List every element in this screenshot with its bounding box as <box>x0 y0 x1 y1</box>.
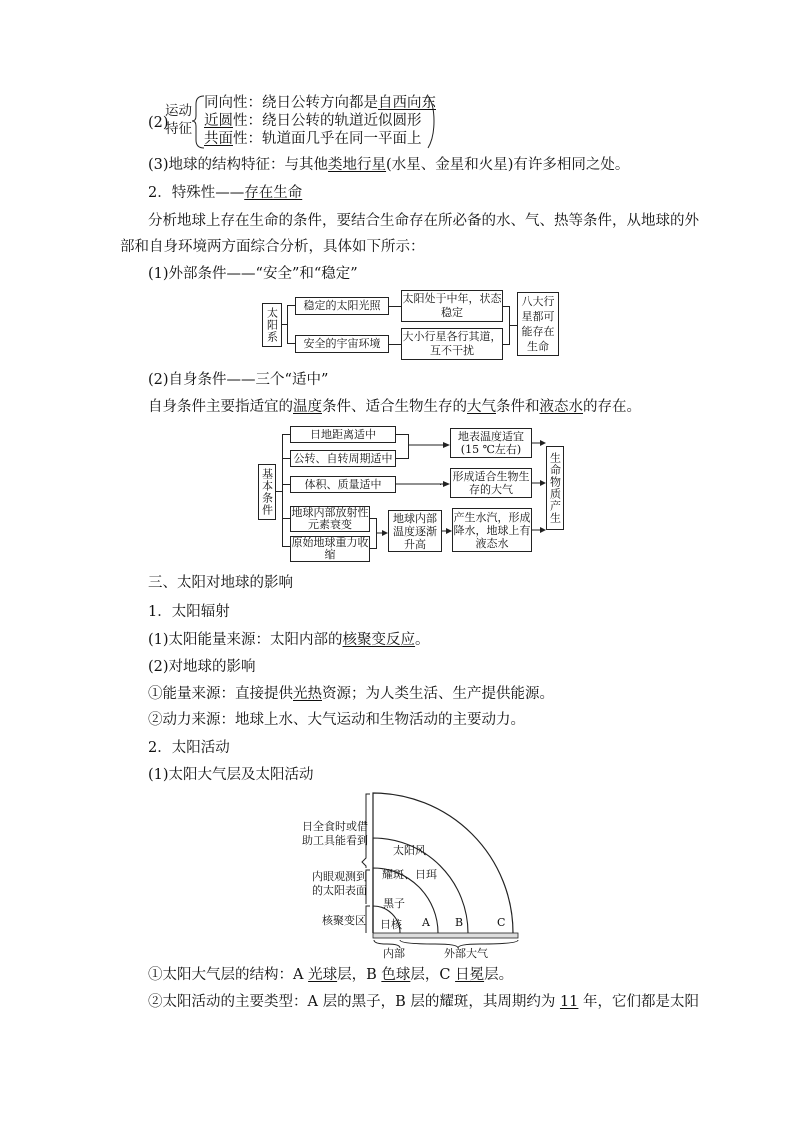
external-heading: (1)外部条件——“安全”和“稳定” <box>148 266 358 282</box>
layers-answer-photosphere: 光球 <box>308 967 338 983</box>
label-naked-eye-2: 的太阳表面 <box>312 884 367 897</box>
types-text-a: ②太阳活动的主要类型：A 层的黑子，B 层的耀斑，其周期约为 <box>148 994 560 1010</box>
label-layer-c: C <box>497 916 506 929</box>
layers-line <box>148 965 513 985</box>
self-answer-water: 液态水 <box>539 399 583 415</box>
structure-answer: 类地行星 <box>328 157 387 173</box>
section2-para-1: 分析地球上存在生命的条件，要结合生命存在所必备的水、气、热等条件，从地球的外 <box>148 213 699 229</box>
label-eclipse-2: 助工具能看到 <box>302 834 368 847</box>
motion-line2-text: 性：绕日公转的轨道近似圆形 <box>233 113 422 129</box>
energy-source-text: (1)太阳能量来源：太阳内部的 <box>148 632 343 648</box>
section3-heading: 三、太阳对地球的影响 <box>148 575 293 591</box>
motion-line1-text: 同向性：绕日公转方向都是 <box>204 95 378 111</box>
motion-line1-answer: 自西向东 <box>378 95 436 111</box>
section2-para-2: 部和自身环境两方面综合分析，具体如下所示： <box>120 239 425 255</box>
energy-source-period: 。 <box>415 632 430 648</box>
self-conditions-paragraph <box>148 397 641 417</box>
diagram2-basic-conditions-box: 基本条件 <box>258 464 276 520</box>
layers-text-c: 层，B <box>337 967 382 983</box>
self-answer-temperature: 温度 <box>293 399 322 415</box>
motion-line3-text: 性：轨道面几乎在同一平面上 <box>233 131 422 147</box>
label-interior: 内部 <box>383 947 405 960</box>
section2-heading-text: 2．特殊性—— <box>148 185 245 201</box>
diagram2-surface-temp-box: 地表温度适宜(15 ℃左右) <box>450 428 532 458</box>
energy-source-line <box>148 630 430 650</box>
types-text-c: 年，它们都是太阳 <box>578 994 700 1010</box>
diagram2-arrow-atmos <box>396 479 450 489</box>
self-text-e: 条件和 <box>496 399 540 415</box>
self-text-a: 自身条件主要指适宜的 <box>148 399 293 415</box>
structure-text-a: (3)地球的结构特征：与其他 <box>148 157 329 173</box>
label-eclipse-1: 日全食时或借 <box>302 820 368 833</box>
label-flare: 耀斑、日珥 <box>382 868 437 881</box>
diagram2-liquid-water-box: 产生水汽，形成降水，地球上有液态水 <box>452 508 532 552</box>
energy-source-answer: 核聚变反应 <box>342 632 416 648</box>
diagram2-arrow-temp <box>408 440 450 450</box>
diagram2-volume-box: 体积、质量适中 <box>290 476 396 493</box>
motion-line3-answer: 共面 <box>204 131 233 147</box>
diagram1-planets-orbit-box: 大小行星各行其道，互不干扰 <box>401 328 503 360</box>
diagram2-internal-temp-box: 地球内部温度逐渐升高 <box>388 510 442 552</box>
self-conditions-heading: (2)自身条件——三个“适中” <box>148 372 329 388</box>
label-fusion-zone: 核聚变区 <box>322 914 366 927</box>
label-layer-a: A <box>422 916 430 929</box>
self-text-c: 条件、适合生物生存的 <box>322 399 467 415</box>
diagram1-safe-environment-box: 安全的宇宙环境 <box>295 335 389 353</box>
motion-number: (2) <box>148 115 169 131</box>
diagram1-solar-system-box: 太阳系 <box>262 303 282 347</box>
energy-supply-line <box>148 684 554 704</box>
self-text-g: 的存在。 <box>583 399 641 415</box>
layers-answer-chromosphere: 色球 <box>381 967 411 983</box>
label-naked-eye-1: 内眼观测到 <box>312 870 367 883</box>
label-layer-b: B <box>455 916 464 929</box>
types-answer-period: 11 <box>559 994 579 1010</box>
power-source-line: ②动力来源：地球上水、大气运动和生物活动的主要动力。 <box>148 712 525 728</box>
radiation-heading: 1．太阳辐射 <box>148 604 230 620</box>
diagram2-radioactive-box: 地球内部放射性元素衰变 <box>291 506 369 531</box>
diagram2-arrow-life-1 <box>532 438 546 448</box>
label-outer-atmosphere: 外部大气 <box>444 947 488 960</box>
diagram1-result-box: 八大行星都可能存在生命 <box>517 292 559 356</box>
diagram2-distance-box: 日地距离适中 <box>290 426 396 443</box>
diagram2-arrow-water <box>442 526 452 536</box>
layers-text-g: 层。 <box>484 967 514 983</box>
label-core: 日核 <box>380 918 402 931</box>
self-answer-atmosphere: 大气 <box>467 399 496 415</box>
section2-heading <box>148 183 302 203</box>
activity-types-line <box>148 992 699 1012</box>
diagram2-arrow-life-3 <box>532 525 546 535</box>
layers-text-a: ①太阳大气层的结构：A <box>148 967 309 983</box>
energy-supply-text: ①能量来源：直接提供 <box>148 686 293 702</box>
energy-supply-rest: 资源；为人类生活、生产提供能源。 <box>322 686 554 702</box>
structure-text-c: (水星、金星和火星)有许多相同之处。 <box>386 157 630 173</box>
diagram2-arrow-heat <box>376 528 388 538</box>
motion-label-2: 特征 <box>165 121 192 137</box>
solar-activity-heading: 2．太阳活动 <box>148 740 230 756</box>
motion-line2-answer: 近圆 <box>204 113 233 129</box>
diagram2-atmosphere-box: 形成适合生物生存的大气 <box>450 468 532 498</box>
diagram1-sun-middle-age-box: 太阳处于中年，状态稳定 <box>401 290 503 322</box>
influence-heading: (2)对地球的影响 <box>148 659 256 675</box>
diagram2-period-box: 公转、自转周期适中 <box>290 450 396 467</box>
energy-supply-answer: 光热 <box>293 686 322 702</box>
layers-text-e: 层，C <box>410 967 456 983</box>
layers-answer-corona: 日冕 <box>455 967 485 983</box>
label-solar-wind: 太阳风 <box>393 844 426 857</box>
section2-heading-answer: 存在生命 <box>244 185 303 201</box>
diagram2-arrow-life-2 <box>532 478 546 488</box>
diagram2-gravity-box: 原始地球重力收缩 <box>291 536 369 561</box>
solar-atmosphere-heading: (1)太阳大气层及太阳活动 <box>148 767 314 783</box>
label-sunspot: 黑子 <box>383 897 405 910</box>
diagram2-life-box: 生命物质产生 <box>546 446 564 530</box>
structure-paragraph <box>148 155 629 175</box>
diagram1-stable-sunlight-box: 稳定的太阳光照 <box>295 297 389 315</box>
motion-label-1: 运动 <box>165 103 192 119</box>
